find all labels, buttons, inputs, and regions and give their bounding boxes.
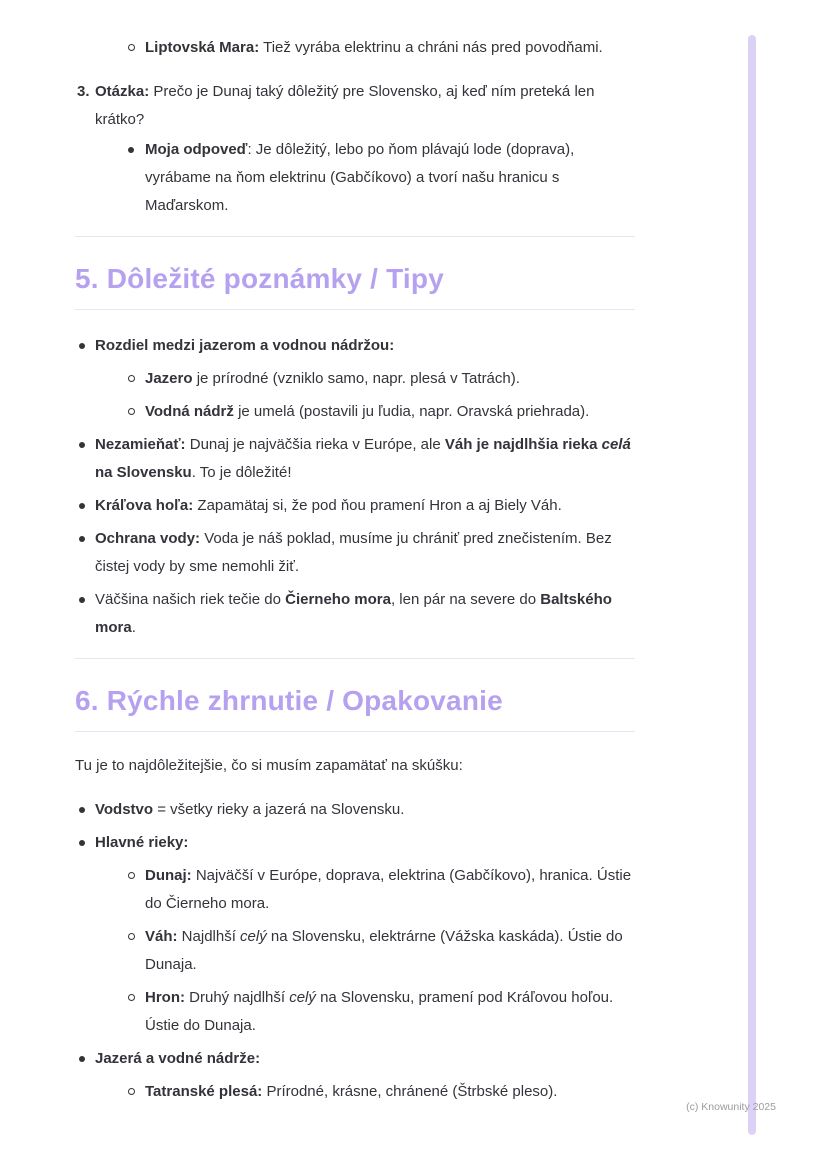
bold-label: Hron: xyxy=(145,989,185,1006)
text-run: na Slovensku, pramení pod Kráľovou hoľou. Ústie do Dunaja. xyxy=(145,989,614,1034)
disc-bullet-icon xyxy=(79,840,85,846)
text-run: Väčšina našich riek tečie do xyxy=(95,591,286,608)
disc-bullet-icon xyxy=(79,807,85,813)
text-run: Prečo je Dunaj taký dôležitý pre Slovensko, aj keď ním preteká len krátko? xyxy=(95,83,595,128)
text-run: : Je dôležitý, lebo po ňom plávajú lode (doprava), vyrábame na ňom elektrinu (Gabčíkovo) a tvorí našu hranicu s Maďarskom. xyxy=(145,141,575,214)
text-run: Zapamätaj si, že pod ňou pramení Hron a aj Biely Váh. xyxy=(193,497,562,514)
text-run: je umelá (postavili ju ľudia, napr. Oravská priehrada). xyxy=(233,403,590,420)
italic-run: celý xyxy=(289,989,316,1006)
section-6-heading: 6. Rýchle zhrnutie / Opakovanie xyxy=(75,683,635,732)
bold-label: Čierneho mora xyxy=(285,591,391,608)
text-run: na Slovensku, elektrárne (Vážska kaskáda). Ústie do Dunaja. xyxy=(145,928,623,973)
bold-label: Moja odpoveď xyxy=(145,141,248,158)
list-item-text xyxy=(145,984,635,1040)
bold-label: Jazerá a vodné nádrže: xyxy=(95,1050,261,1067)
list-item-text xyxy=(95,431,635,487)
bold-label: Otázka: xyxy=(95,83,150,100)
bold-label: Vodstvo xyxy=(95,801,154,818)
text-run: Tiež vyrába elektrinu a chráni nás pred povodňami. xyxy=(259,39,603,56)
bold-label: Kráľova hoľa: xyxy=(95,497,194,514)
text-run: Dunaj je najväčšia rieka v Európe, ale xyxy=(185,436,445,453)
list-item-rozdiel xyxy=(75,332,635,360)
list-item-text xyxy=(145,365,635,393)
list-item-vacsina-riek xyxy=(75,586,635,642)
list-item-vah xyxy=(75,923,635,979)
list-item-jazera-nadrze xyxy=(75,1045,635,1073)
list-item-jazero xyxy=(75,365,635,393)
list-item-text xyxy=(95,525,635,581)
list-item-nezamienat xyxy=(75,431,635,487)
list-item-text xyxy=(145,923,635,979)
circle-bullet-icon xyxy=(128,933,135,940)
list-item-text xyxy=(95,586,635,642)
circle-bullet-icon xyxy=(128,872,135,879)
circle-bullet-icon xyxy=(128,1088,135,1095)
italic-run: celý xyxy=(240,928,267,945)
list-item-kralova-hola xyxy=(75,492,635,520)
text-run: Najväčší v Európe, doprava, elektrina (Gabčíkovo), hranica. Ústie do Čierneho mora. xyxy=(145,867,632,912)
disc-bullet-icon xyxy=(79,503,85,509)
list-item-vodna-nadrz xyxy=(75,398,635,426)
section-divider xyxy=(75,236,635,237)
bold-label: Rozdiel medzi jazerom a vodnou nádržou: xyxy=(95,337,395,354)
section-divider xyxy=(75,658,635,659)
section-5-heading: 5. Dôležité poznámky / Tipy xyxy=(75,261,635,310)
footer-credit: (c) Knowunity 2025 xyxy=(686,1101,776,1113)
disc-bullet-icon xyxy=(79,442,85,448)
list-item-text xyxy=(145,398,635,426)
bold-label: na Slovensku xyxy=(95,464,192,481)
bold-italic-run: celá xyxy=(601,436,631,453)
list-item-liptovska-mara xyxy=(75,34,635,62)
bold-label: Liptovská Mara: xyxy=(145,39,260,56)
text-run: Prírodné, krásne, chránené (Štrbské pleso). xyxy=(262,1083,558,1100)
list-item-text xyxy=(95,796,635,824)
list-item-text xyxy=(95,332,635,360)
text-run: je prírodné (vzniklo samo, napr. plesá v Tatrách). xyxy=(192,370,520,387)
bold-label: Baltského mora xyxy=(95,591,612,636)
list-item-text xyxy=(95,78,635,134)
list-item-question-3 xyxy=(75,78,635,134)
bold-label: Dunaj: xyxy=(145,867,192,884)
bold-label: Hlavné rieky: xyxy=(95,834,189,851)
bold-label: Váh je najdlhšia rieka xyxy=(444,436,602,453)
text-run: = všetky rieky a jazerá na Slovensku. xyxy=(153,801,405,818)
circle-bullet-icon xyxy=(128,408,135,415)
circle-bullet-icon xyxy=(128,375,135,382)
list-item-tatranske-plesa xyxy=(75,1078,635,1106)
disc-bullet-icon xyxy=(128,147,134,153)
section-5-list xyxy=(75,332,635,642)
list-item-answer xyxy=(75,136,635,220)
list-item-dunaj xyxy=(75,862,635,918)
bold-label: Váh: xyxy=(145,928,178,945)
text-run: Najdlhší xyxy=(177,928,241,945)
scrollbar[interactable] xyxy=(748,35,756,1135)
bold-label: Nezamieňať: xyxy=(95,436,186,453)
disc-bullet-icon xyxy=(79,343,85,349)
section-6-list xyxy=(75,796,635,1106)
disc-bullet-icon xyxy=(79,597,85,603)
bold-label: Tatranské plesá: xyxy=(145,1083,263,1100)
text-run: . To je dôležité! xyxy=(191,464,292,481)
circle-bullet-icon xyxy=(128,994,135,1001)
text-run: Voda je náš poklad, musíme ju chrániť pred znečistením. Bez čistej vody by sme nemohli žiť. xyxy=(95,530,612,575)
disc-bullet-icon xyxy=(79,536,85,542)
list-item-text xyxy=(145,1078,635,1106)
list-item-ochrana-vody xyxy=(75,525,635,581)
bold-label: Jazero xyxy=(145,370,193,387)
list-item-hron xyxy=(75,984,635,1040)
list-number: 3. xyxy=(77,83,90,100)
list-item-text xyxy=(145,136,635,220)
list-item-text xyxy=(145,34,635,62)
bold-label: Ochrana vody: xyxy=(95,530,201,547)
list-item-text xyxy=(95,1045,635,1073)
bold-label: Vodná nádrž xyxy=(145,403,234,420)
disc-bullet-icon xyxy=(79,1056,85,1062)
text-run: , len pár na severe do xyxy=(390,591,541,608)
list-item-hlavne-rieky xyxy=(75,829,635,857)
text-run: . xyxy=(131,619,136,636)
list-item-vodstvo xyxy=(75,796,635,824)
content-column xyxy=(75,0,635,1111)
list-item-text xyxy=(95,829,635,857)
list-item-text xyxy=(145,862,635,918)
text-run: Druhý najdlhší xyxy=(185,989,290,1006)
list-item-text xyxy=(95,492,635,520)
section-6-intro: Tu je to najdôležitejšie, čo si musím zapamätať na skúšku: xyxy=(75,757,463,774)
circle-bullet-icon xyxy=(128,44,135,51)
